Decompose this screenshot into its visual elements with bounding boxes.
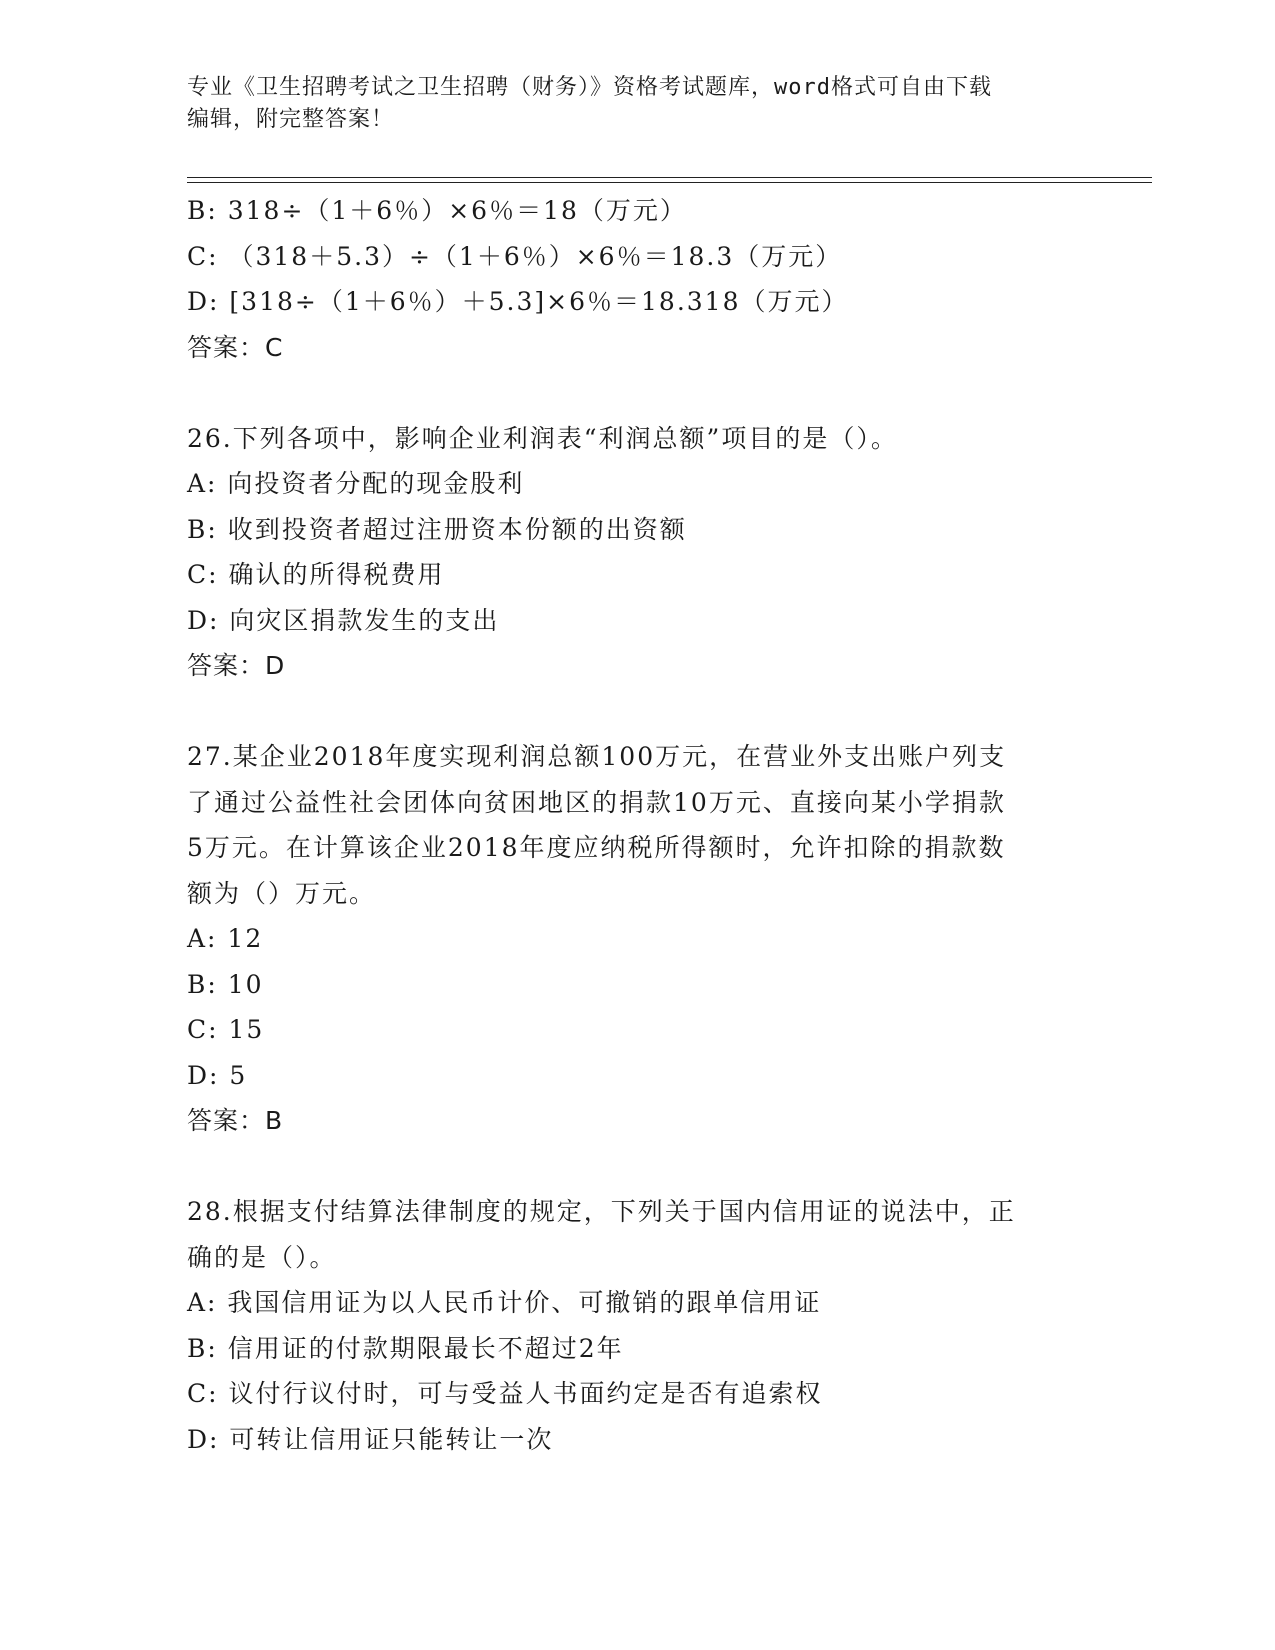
question-stem-line: 5万元。在计算该企业2018年度应纳税所得额时，允许扣除的捐款数 bbox=[187, 833, 1006, 862]
option-d: D: 可转让信用证只能转让一次 bbox=[187, 1424, 554, 1454]
question-26 bbox=[187, 416, 1087, 689]
option-c: C: 议付行议付时，可与受益人书面约定是否有追索权 bbox=[187, 1379, 823, 1408]
spacer bbox=[187, 689, 1087, 735]
option-a: A: 向投资者分配的现金股利 bbox=[187, 469, 525, 498]
question-28 bbox=[187, 1189, 1087, 1462]
option-a: A: 我国信用证为以人民币计价、可撤销的跟单信用证 bbox=[187, 1288, 822, 1317]
question-25 bbox=[187, 188, 1087, 370]
header-title-line-1: 专业《卫生招聘考试之卫生招聘（财务）》资格考试题库，word格式可自由下载 bbox=[187, 75, 992, 100]
option-d: D: 向灾区捐款发生的支出 bbox=[187, 605, 500, 635]
header-divider-bottom bbox=[187, 182, 1152, 183]
option-d: D: 5 bbox=[187, 1060, 248, 1090]
question-stem-line: 了通过公益性社会团体向贫困地区的捐款10万元、直接向某小学捐款 bbox=[187, 787, 1006, 817]
spacer bbox=[187, 1144, 1087, 1190]
option-b: B: 10 bbox=[187, 969, 264, 999]
option-d: D: [318÷（1＋6％）＋5.3]×6％＝18.318（万元） bbox=[187, 287, 849, 316]
header-title-line-2: 编辑，附完整答案！ bbox=[187, 107, 395, 132]
question-stem-line: 28.根据支付结算法律制度的规定，下列关于国内信用证的说法中，正 bbox=[187, 1197, 1016, 1226]
option-c: C: 15 bbox=[187, 1015, 265, 1044]
option-b: B: 收到投资者超过注册资本份额的出资额 bbox=[187, 514, 687, 544]
spacer bbox=[187, 370, 1087, 416]
question-stem-line: 27.某企业2018年度实现利润总额100万元，在营业外支出账户列支 bbox=[187, 742, 1007, 771]
question-stem-line: 确的是（）。 bbox=[187, 1242, 337, 1272]
option-a: A: 12 bbox=[187, 924, 264, 953]
option-b: B: 318÷（1＋6％）×6％＝18（万元） bbox=[187, 196, 687, 225]
answer-label: 答案：C bbox=[187, 332, 284, 362]
question-stem-line: 额为（）万元。 bbox=[187, 878, 377, 908]
question-list bbox=[187, 188, 1087, 1462]
header-divider-top bbox=[187, 177, 1152, 178]
question-stem: 26.下列各项中，影响企业利润表“利润总额”项目的是（）。 bbox=[187, 423, 898, 453]
answer-label: 答案：B bbox=[187, 1106, 284, 1135]
question-27 bbox=[187, 734, 1087, 1144]
option-b: B: 信用证的付款期限最长不超过2年 bbox=[187, 1333, 624, 1363]
option-c: C: 确认的所得税费用 bbox=[187, 560, 445, 589]
page-header bbox=[187, 72, 1067, 136]
answer-label: 答案：D bbox=[187, 651, 286, 680]
option-c: C: （318＋5.3）÷（1＋6％）×6％＝18.3（万元） bbox=[187, 241, 843, 271]
